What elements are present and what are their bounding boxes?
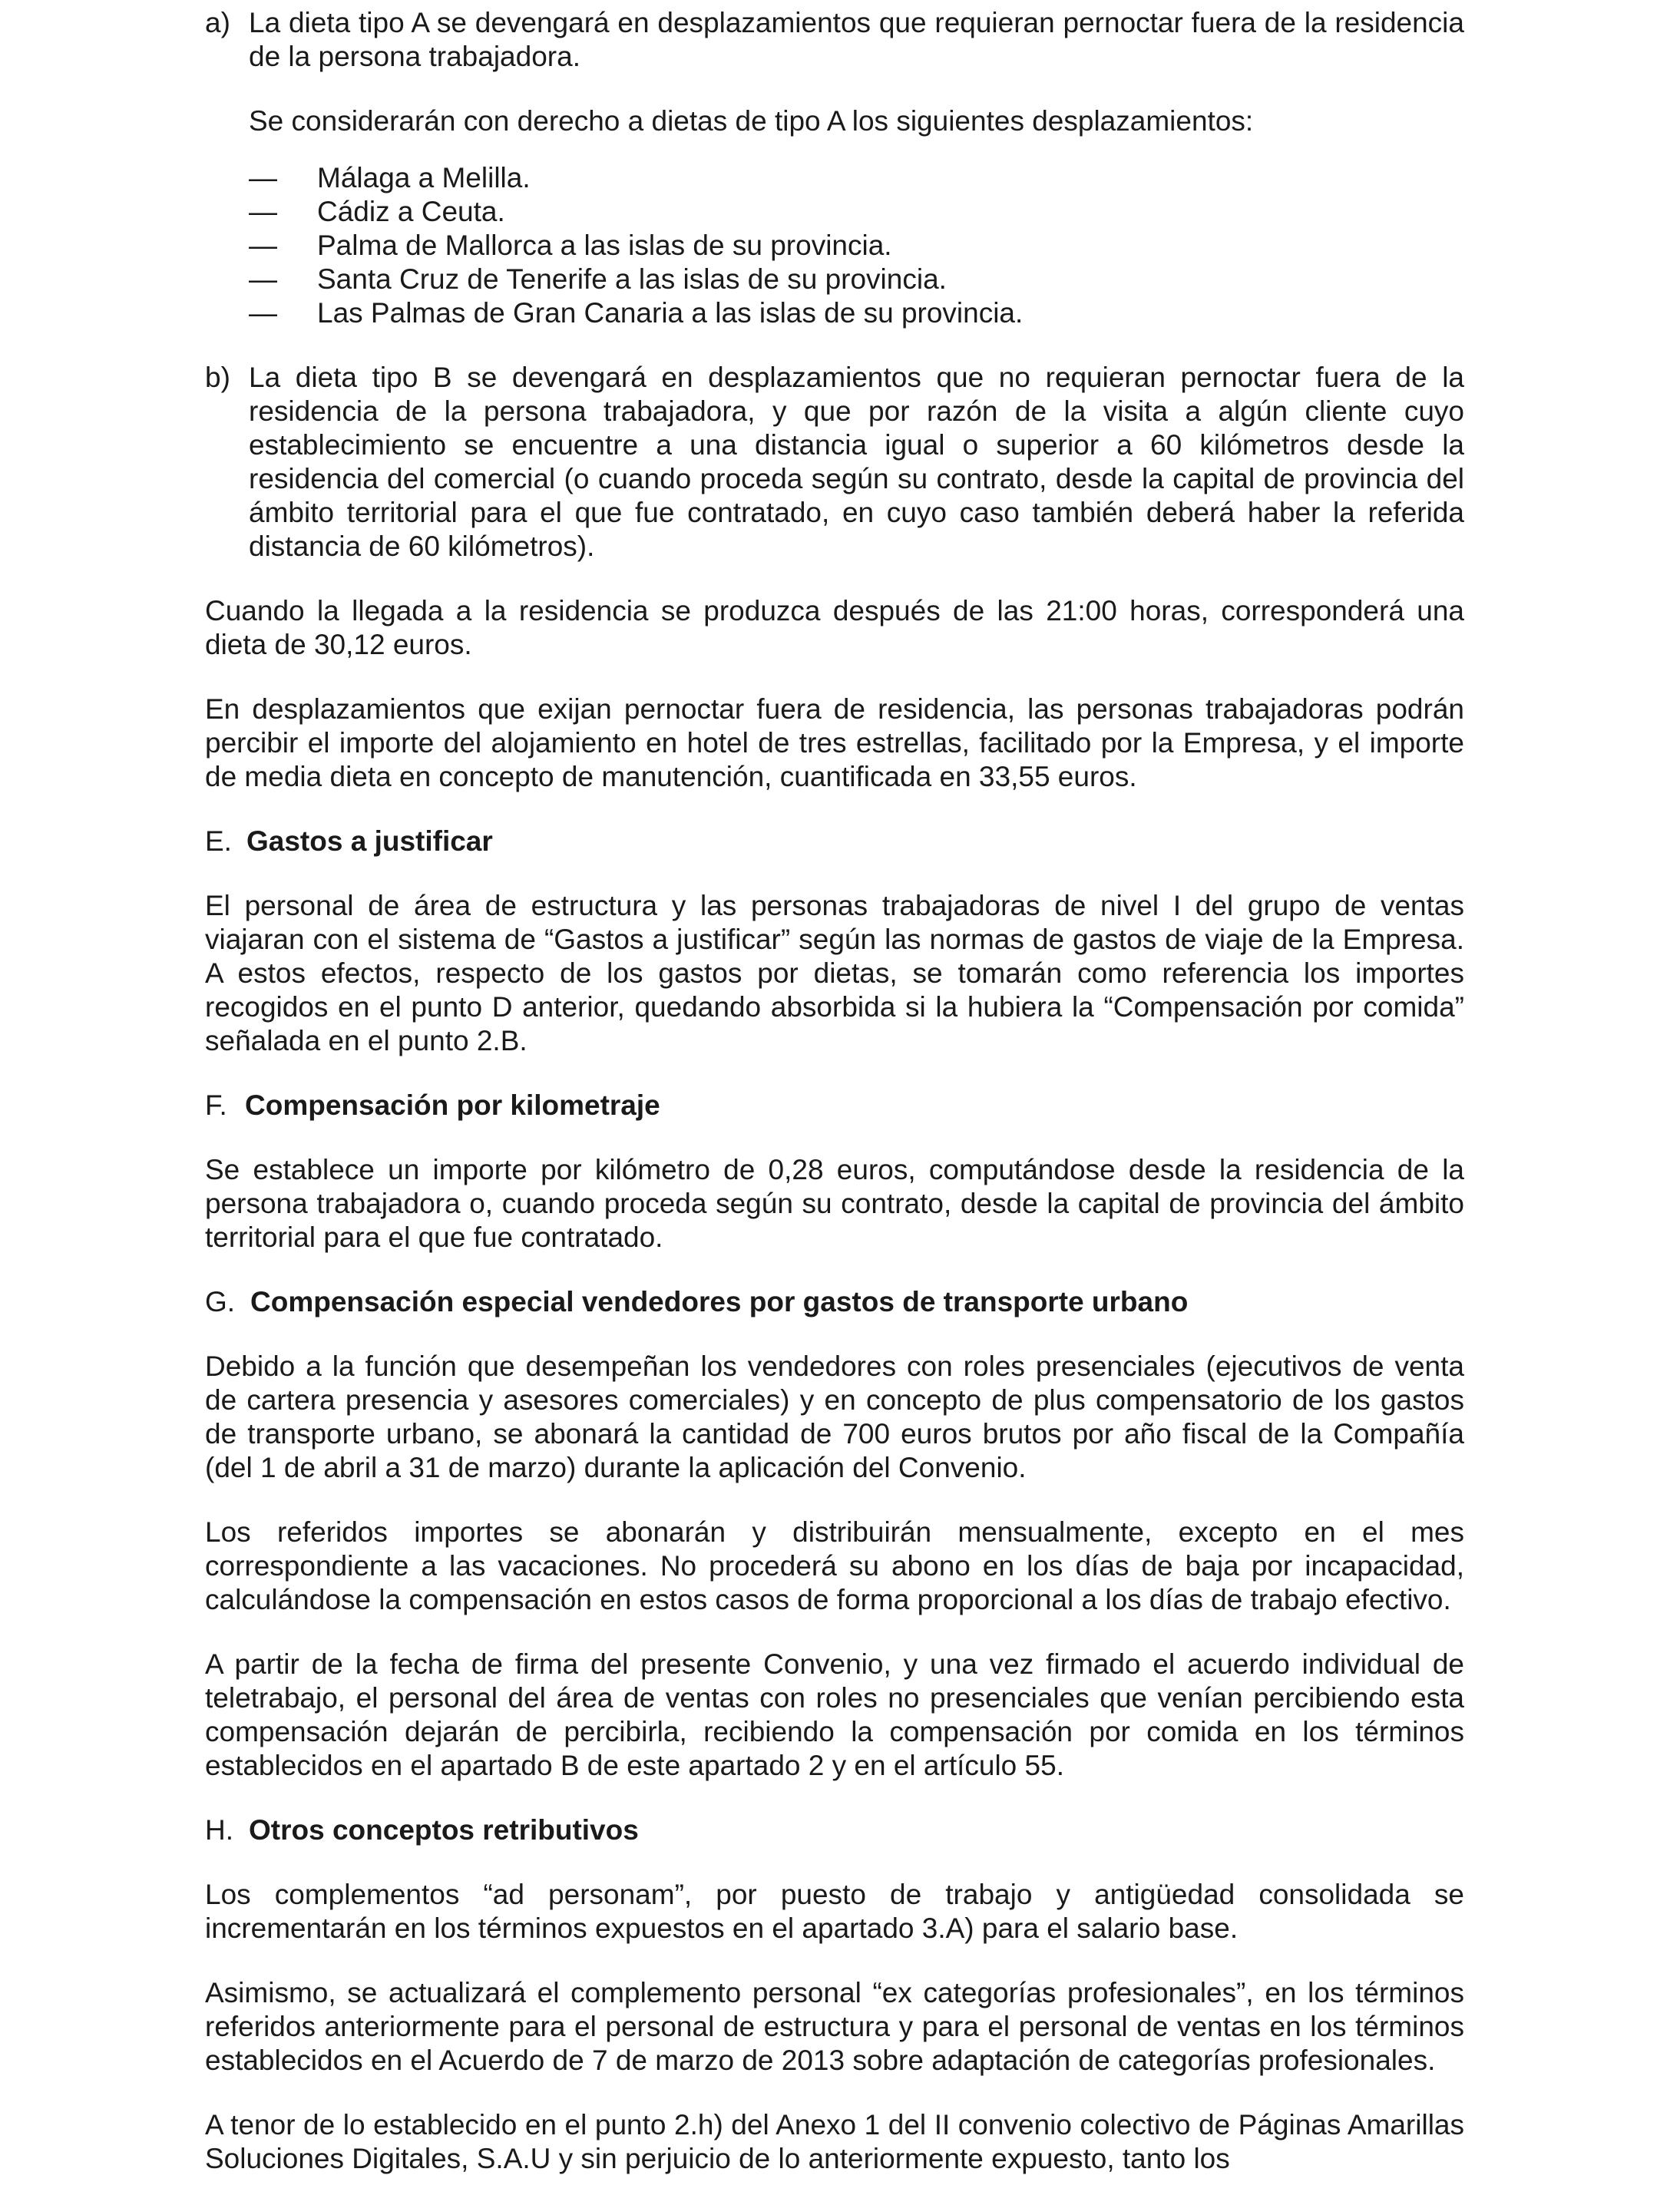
section-e-title: Gastos a justificar: [246, 825, 493, 857]
list-item: [249, 229, 1464, 263]
section-f-label: F.: [205, 1089, 227, 1121]
list-item: [249, 263, 1464, 296]
section-e-label: E.: [205, 825, 232, 857]
dash-marker: —: [249, 297, 277, 329]
dash-marker: —: [249, 162, 277, 193]
dash-marker: —: [249, 263, 277, 295]
section-h-heading: [205, 1813, 1464, 1847]
item-b-marker: b): [205, 362, 230, 393]
item-a-marker: a): [205, 7, 230, 38]
section-h-paragraph-2: Asimismo, se actualizará el complemento personal “ex categorías profesionales”, en los términos referidos anteriormente para el personal de estructura y para el personal de ventas en los términos establecidos en el Acuerdo de 7 de marzo de 2013 sobre adaptación de categorías profesionales.: [205, 1977, 1464, 2076]
paragraph-overnight: En desplazamientos que exijan pernoctar fuera de residencia, las personas trabajadoras podrán percibir el importe del alojamiento en hotel de tres estrellas, facilitado por la Empresa, y el importe de media dieta en concepto de manutención, cuantificada en 33,55 euros.: [205, 693, 1464, 792]
item-a: [205, 6, 1464, 74]
section-e-heading: [205, 825, 1464, 858]
section-h-title: Otros conceptos retributivos: [249, 1814, 639, 1846]
section-h-paragraph-3: A tenor de lo establecido en el punto 2.h) del Anexo 1 del II convenio colectivo de Páginas Amarillas Soluciones Digitales, S.A.U y sin perjuicio de lo anteriormente expuesto, tanto los: [205, 2109, 1464, 2174]
section-f-heading: [205, 1089, 1464, 1122]
section-g-paragraph-1: Debido a la función que desempeñan los vendedores con roles presenciales (ejecutivos de venta de cartera presencia y asesores comerciales) y en concepto de plus compensatorio de los gastos de transporte urbano, se abonará la cantidad de 700 euros brutos por año fiscal de la Compañía (del 1 de abril a 31 de marzo) durante la aplicación del Convenio.: [205, 1350, 1464, 1483]
section-f-title: Compensación por kilometraje: [245, 1089, 660, 1121]
list-item: [249, 195, 1464, 229]
section-g-paragraph-2: Los referidos importes se abonarán y distribuirán mensualmente, excepto en el mes correspondiente a las vacaciones. No procederá su abono en los días de baja por incapacidad, calculándose la compensación en estos casos de forma proporcional a los días de trabajo efectivo.: [205, 1516, 1464, 1615]
section-g-label: G.: [205, 1286, 236, 1317]
list-item-text: Santa Cruz de Tenerife a las islas de su provincia.: [317, 263, 947, 295]
item-b-text: La dieta tipo B se devengará en desplazamientos que no requieran pernoctar fuera de la residencia de la persona trabajadora, y que por razón de la visita a algún cliente cuyo establecimiento se encuentre a una distancia igual o superior a 60 kilómetros desde la residencia del comercial (o cuando proceda según su contrato, desde la capital de provincia del ámbito territorial para el que fue contratado, en cuyo caso también deberá haber la referida distancia de 60 kilómetros).: [249, 362, 1464, 562]
section-e-paragraph: El personal de área de estructura y las personas trabajadoras de nivel I del grupo de ventas viajaran con el sistema de “Gastos a justificar” según las normas de gastos de viaje de la Empresa. A estos efectos, respecto de los gastos por dietas, se tomarán como referencia los importes recogidos en el punto D anterior, quedando absorbida si la hubiera la “Compensación por comida” señalada en el punto 2.B.: [205, 890, 1464, 1056]
section-g-title: Compensación especial vendedores por gastos de transporte urbano: [250, 1286, 1189, 1317]
dash-marker: —: [249, 196, 277, 227]
dash-marker: —: [249, 230, 277, 261]
item-a-intro: Se considerarán con derecho a dietas de tipo A los siguientes desplazamientos:: [249, 105, 1254, 137]
document-page: [205, 6, 1464, 2176]
list-item: [249, 296, 1464, 330]
item-a-text: La dieta tipo A se devengará en desplazamientos que requieran pernoctar fuera de la residencia de la persona trabajadora.: [249, 7, 1464, 72]
destinations-list: [205, 161, 1464, 330]
section-h-label: H.: [205, 1814, 233, 1846]
list-item-text: Palma de Mallorca a las islas de su provincia.: [317, 230, 892, 261]
list-item-text: Las Palmas de Gran Canaria a las islas de su provincia.: [317, 297, 1024, 329]
list-item-text: Málaga a Melilla.: [317, 162, 531, 193]
section-g-heading: [205, 1285, 1464, 1319]
section-g-paragraph-3: A partir de la fecha de firma del presente Convenio, y una vez firmado el acuerdo individual de teletrabajo, el personal del área de ventas con roles no presenciales que venían percibiendo esta compensación dejarán de percibirla, recibiendo la compensación por comida en los términos establecidos en el apartado B de este apartado 2 y en el artículo 55.: [205, 1648, 1464, 1781]
list-item-text: Cádiz a Ceuta.: [317, 196, 505, 227]
item-b: [205, 361, 1464, 564]
section-h-paragraph-1: Los complementos “ad personam”, por puesto de trabajo y antigüedad consolidada se incrementarán en los términos expuestos en el apartado 3.A) para el salario base.: [205, 1879, 1464, 1944]
paragraph-late-arrival: Cuando la llegada a la residencia se produzca después de las 21:00 horas, corresponderá una dieta de 30,12 euros.: [205, 595, 1464, 660]
section-f-paragraph: Se establece un importe por kilómetro de 0,28 euros, computándose desde la residencia de la persona trabajadora o, cuando proceda según su contrato, desde la capital de provincia del ámbito territorial para el que fue contratado.: [205, 1154, 1464, 1253]
item-a-intro-block: [205, 104, 1464, 138]
list-item: [249, 161, 1464, 195]
